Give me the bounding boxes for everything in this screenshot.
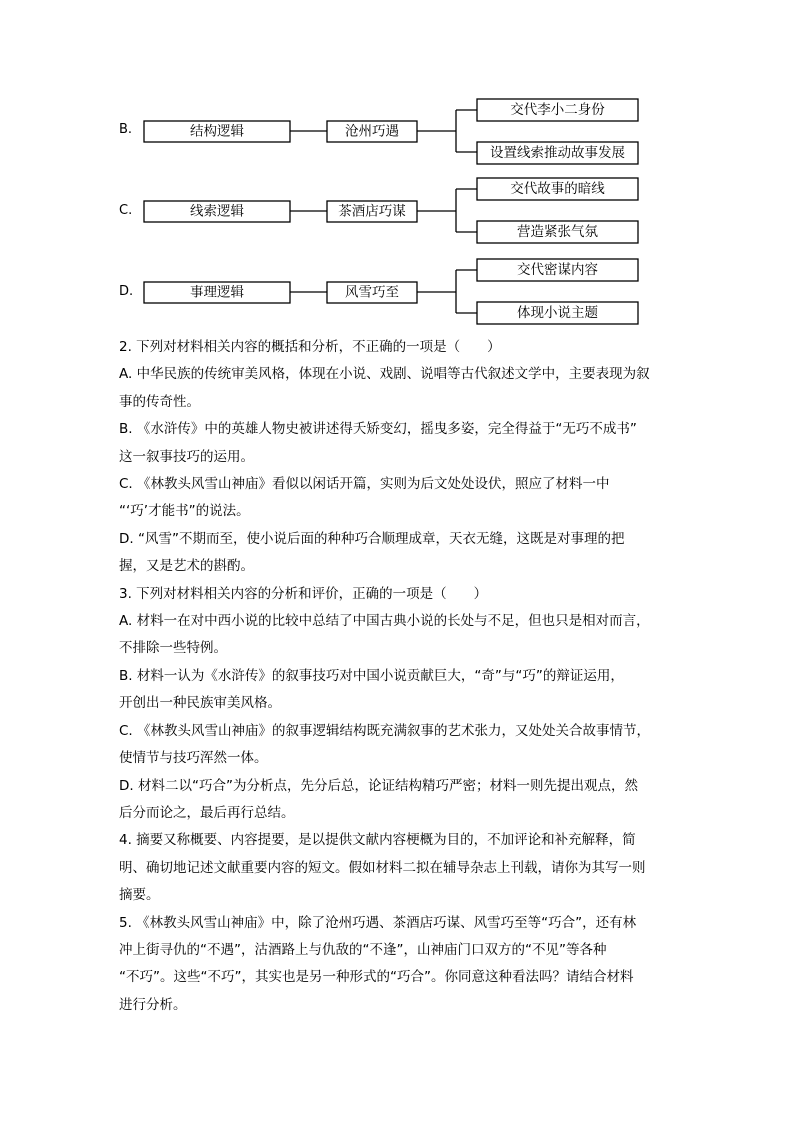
text-line: 这一叙事技巧的运用。 xyxy=(119,448,254,465)
text-line: 进行分析。 xyxy=(119,996,187,1013)
label-teahouse: 茶酒店巧谋 xyxy=(338,203,406,220)
label-clue-logic: 线索逻辑 xyxy=(190,203,244,220)
text-line: “‘巧’才能书”的说法。 xyxy=(119,503,250,520)
text-line: D. 材料二以“巧合”为分析点，先分后总，论证结构精巧严密；材料一则先提出观点，然 xyxy=(119,777,638,794)
label-c-top: 交代故事的暗线 xyxy=(510,181,605,197)
diagram-svg xyxy=(0,0,794,340)
label-cangzhou: 沧州巧遇 xyxy=(345,123,399,140)
text-line: 开创出一种民族审美风格。 xyxy=(119,695,281,712)
label-structure-logic: 结构逻辑 xyxy=(190,123,244,140)
text-line: 冲上街寻仇的“不遇”，沽酒路上与仇敌的“不逢”，山神庙门口双方的“不见”等各种 xyxy=(119,941,607,958)
text-line: 不排除一些特例。 xyxy=(119,640,227,657)
text-line: 4. 摘要又称概要、内容提要，是以提供文献内容梗概为目的，不加评论和补充解释，简 xyxy=(119,832,636,849)
text-line: 事的传奇性。 xyxy=(119,393,200,410)
question-text xyxy=(119,334,679,1019)
text-line: B. 材料一认为《水浒传》的叙事技巧对中国小说贡献巨大，“奇”与“巧”的辩证运用， xyxy=(119,667,624,684)
text-line: 2. 下列对材料相关内容的概括和分析，不正确的一项是（ ） xyxy=(119,339,501,355)
text-line: 后分而论之，最后再行总结。 xyxy=(119,804,295,821)
text-line: A. 中华民族的传统审美风格，体现在小说、戏剧、说唱等古代叙述文学中，主要表现为叙 xyxy=(119,366,650,383)
text-line: C. 《林教头风雪山神庙》看似以闲话开篇，实则为后文处处设伏，照应了材料一中 xyxy=(119,476,610,493)
label-d-bottom: 体现小说主题 xyxy=(517,305,598,321)
label-b-top: 交代李小二身份 xyxy=(510,102,605,118)
text-line: 明、确切地记述文献重要内容的短文。假如材料二拟在辅导杂志上刊载，请你为其写一则 xyxy=(119,859,646,876)
label-d-top: 交代密谋内容 xyxy=(517,262,598,278)
option-letter-d: D. xyxy=(119,284,134,299)
label-reason-logic: 事理逻辑 xyxy=(190,284,244,301)
label-c-bottom: 营造紧张气氛 xyxy=(517,224,598,240)
text-line: 使情节与技巧浑然一体。 xyxy=(119,750,268,767)
text-line: 3. 下列对材料相关内容的分析和评价，正确的一项是（ ） xyxy=(119,585,488,602)
text-line: C. 《林教头风雪山神庙》的叙事逻辑结构既充满叙事的艺术张力，又处处关合故事情节， xyxy=(119,722,651,739)
text-line: 摘要。 xyxy=(119,887,160,904)
logic-diagram xyxy=(0,0,794,340)
label-snow: 风雪巧至 xyxy=(345,284,399,301)
text-line: 5. 《林教头风雪山神庙》中，除了沧州巧遇、茶酒店巧谋、风雪巧至等“巧合”，还有林 xyxy=(119,914,637,931)
text-line: D. “风雪”不期而至，使小说后面的种种巧合顺理成章，天衣无缝，这既是对事理的把 xyxy=(119,530,625,547)
label-b-bottom: 设置线索推动故事发展 xyxy=(490,145,625,161)
option-letter-c: C. xyxy=(119,203,133,218)
option-letter-b: B. xyxy=(119,122,133,137)
text-line: 握，又是艺术的斟酌。 xyxy=(119,558,254,575)
text-line: “不巧”。这些“不巧”，其实也是另一种形式的“巧合”。你同意这种看法吗？请结合材料 xyxy=(119,969,634,986)
text-line: B. 《水浒传》中的英雄人物史被讲述得夭矫变幻，摇曳多姿，完全得益于“无巧不成书” xyxy=(119,421,637,438)
text-line: A. 材料一在对中西小说的比较中总结了中国古典小说的长处与不足，但也只是相对而言， xyxy=(119,613,650,630)
